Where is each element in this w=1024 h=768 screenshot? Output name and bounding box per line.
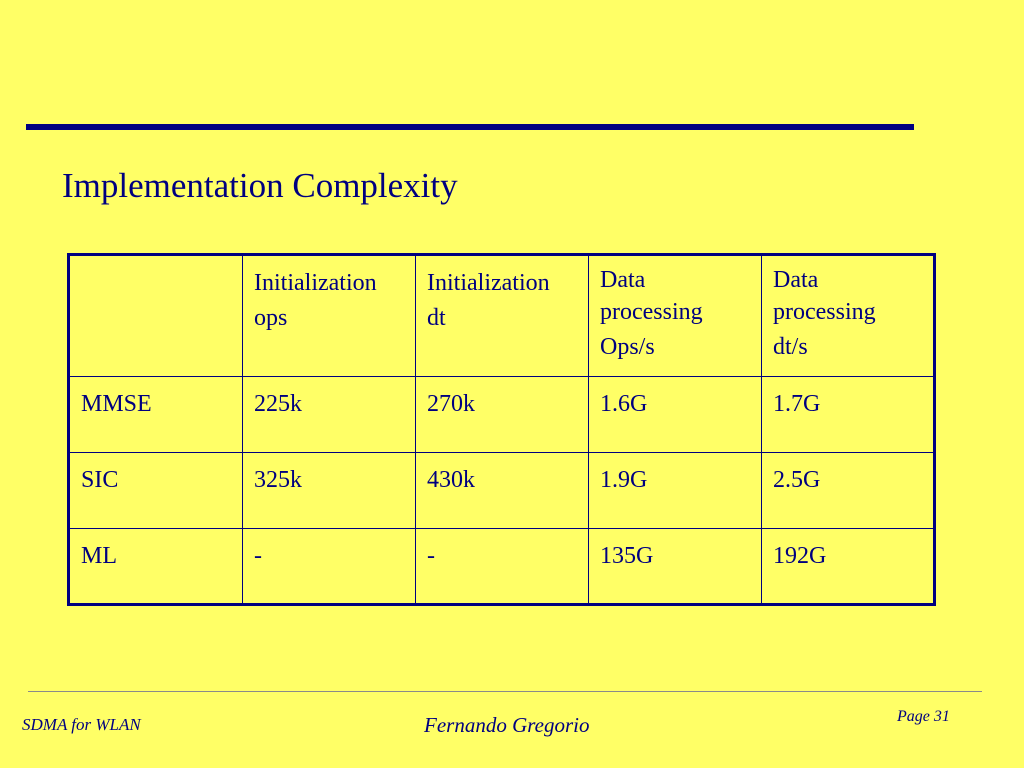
header-line: dt/s — [773, 333, 808, 360]
value-cell: - — [416, 529, 589, 605]
table-header-row — [69, 255, 935, 377]
value-cell: 2.5G — [762, 453, 935, 529]
table-row — [69, 453, 935, 529]
header-cell-empty — [69, 255, 243, 377]
header-line: Initialization — [427, 270, 550, 296]
header-line: processing — [773, 298, 876, 325]
method-cell: SIC — [69, 453, 243, 529]
header-line: dt — [427, 304, 446, 331]
value-cell: 1.9G — [589, 453, 762, 529]
value-cell: 430k — [416, 453, 589, 529]
method-cell: ML — [69, 529, 243, 605]
footer-author: Fernando Gregorio — [424, 713, 590, 737]
value-cell: 135G — [589, 529, 762, 605]
header-cell-proc-dt — [762, 255, 935, 377]
footer-divider-line — [28, 691, 982, 692]
value-cell: 1.7G — [762, 377, 935, 453]
header-line: Data — [600, 267, 646, 293]
footer-page-number: Page 31 — [897, 708, 950, 725]
value-cell: 270k — [416, 377, 589, 453]
table-row — [69, 529, 935, 605]
header-cell-init-dt — [416, 255, 589, 377]
value-cell: 325k — [243, 453, 416, 529]
complexity-table — [67, 253, 936, 606]
footer-presentation-title: SDMA for WLAN — [22, 715, 141, 734]
value-cell: 225k — [243, 377, 416, 453]
value-cell: 192G — [762, 529, 935, 605]
header-line: Initialization — [254, 270, 377, 296]
header-line: Data — [773, 267, 819, 293]
top-divider-line — [26, 124, 914, 130]
header-cell-init-ops — [243, 255, 416, 377]
slide-title: Implementation Complexity — [62, 166, 458, 205]
header-line: Ops/s — [600, 333, 655, 360]
header-cell-proc-ops — [589, 255, 762, 377]
value-cell: 1.6G — [589, 377, 762, 453]
header-line: processing — [600, 298, 703, 325]
method-cell: MMSE — [69, 377, 243, 453]
header-line: ops — [254, 304, 288, 331]
table-row — [69, 377, 935, 453]
value-cell: - — [243, 529, 416, 605]
